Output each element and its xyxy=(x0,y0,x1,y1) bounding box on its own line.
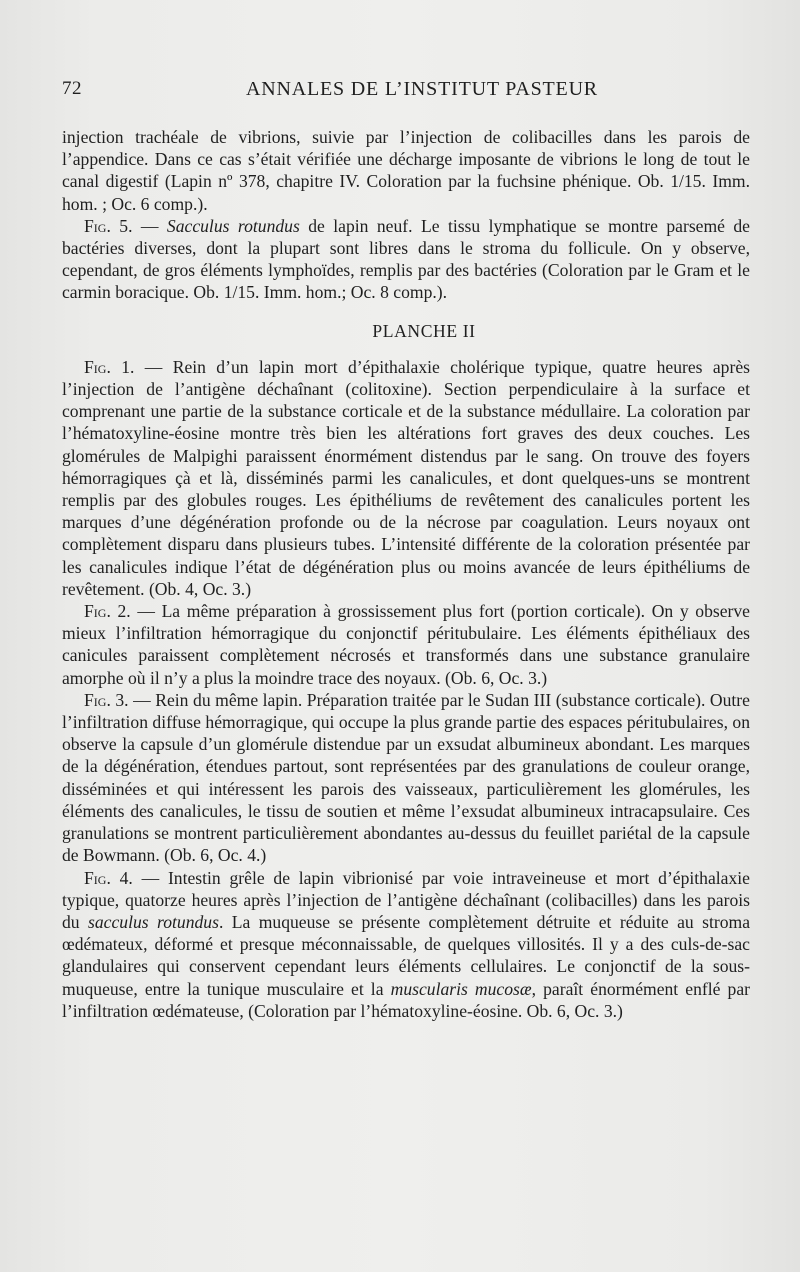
plate2-fig4-term-2: muscularis mucosæ xyxy=(390,978,532,999)
running-title: ANNALES DE L’INSTITUT PASTEUR xyxy=(246,78,598,100)
page-header xyxy=(62,78,722,108)
plate2-fig4-label: Fig. 4. xyxy=(84,867,133,888)
fig5-caption xyxy=(62,215,750,304)
plate2-fig3-text: Rein du même lapin. Préparation traitée par le Sudan III (substance corticale). Outre l’infiltration diffuse hémorragique, qui occupe la plus grande partie des espaces péritubulaires, on observe la capsule d’un glomérule distendue par un exsudat albumineux abondant. Les marques de la dégénération, étendues partout, sont représentées par des granulations de couleur orange, disséminées et qui intéressent les parois des vaisseaux, particulièrement les glomérules, les éléments des canalicules, le tissu de soutien et même l’exsudat albumineux intracapsulaire. Ces granulations se montrent particulièrement abondantes au-dessus du feuillet pariétal de la capsule de Bowmann. (Ob. 6, Oc. 4.) xyxy=(62,689,750,866)
plate2-fig4-dash: — xyxy=(132,867,168,888)
plate2-fig4-text-2: . La muqueuse se présente complètement détruite et réduite au stroma œdémateux, déformé et presque méconnaissable, de quelques villosités. Il y a des culs-de-sac glandulaires qui conservent cependant leurs éléments cellulaires. Le conjonctif de la sous-muqueuse, entre la tunique musculaire et la xyxy=(62,911,751,999)
fig5-text: de lapin neuf. Le tissu lymphatique se montre parsemé de bactéries diverses, dont la plupart sont libres dans le stroma du follicule. On y observe, cependant, de gros éléments lymphoïdes, remplis par des bactéries (Coloration par le Gram et le carmin boracique. Ob. 1/15. Imm. hom.; Oc. 8 comp.). xyxy=(62,215,750,303)
plate2-fig4-term-1: sacculus rotundus xyxy=(88,911,219,932)
plate2-fig4-text-3: , paraît énormément enflé par l’infiltration œdémateuse, (Coloration par l’hématoxyline-éosine. Ob. 6, Oc. 3.) xyxy=(62,978,751,1021)
plate2-fig2-label: Fig. 2. xyxy=(84,601,131,622)
plate2-fig4-caption xyxy=(62,867,750,1022)
page-number: 72 xyxy=(62,78,82,99)
plate-heading-text: PLANCHE II xyxy=(372,320,476,341)
plate-heading xyxy=(62,320,750,342)
plate2-fig3-label: Fig. 3. xyxy=(84,689,129,710)
fig5-label: Fig. 5. xyxy=(84,215,133,236)
plate2-fig4-text-1: Intestin grêle de lapin vibrionisé par voie intraveineuse et mort d’épithalaxie typique, quatorze heures après l’injection de l’antigène déchaînant (colibacilles) dans les parois du xyxy=(62,867,750,932)
plate2-fig3-dash: — xyxy=(128,689,156,710)
plate2-fig1-caption xyxy=(62,356,750,600)
plate2-fig1-label: Fig. 1. xyxy=(84,356,135,377)
fig5-dash: — xyxy=(132,215,167,236)
continued-paragraph: injection trachéale de vibrions, suivie par l’injection de colibacilles dans les parois de l’appendice. Dans ce cas s’était vérifiée une décharge imposante de vibrions le long de tout le canal digestif (Lapin nº 378, chapitre IV. Coloration par la fuchsine phénique. Ob. 1/15. Imm. hom. ; Oc. 6 comp.). xyxy=(62,127,750,214)
body-text xyxy=(62,126,750,1022)
fig5-term: Sacculus rotundus xyxy=(166,215,300,236)
plate2-fig2-dash: — xyxy=(130,601,162,622)
plate2-fig2-caption xyxy=(62,600,750,689)
plate2-fig2-text: La même préparation à grossissement plus fort (portion corticale). On y observe mieux l’infiltration hémorragique du conjonctif péritubulaire. Les éléments épithéliaux des canicules paraissent complètement nécrosés et transformés dans une substance granulaire amorphe où il n’y a plus la moindre trace des noyaux. (Ob. 6, Oc. 3.) xyxy=(62,601,750,688)
plate2-fig1-text: Rein d’un lapin mort d’épithalaxie cholérique typique, quatre heures après l’injection de l’antigène déchaînant (colitoxine). Section perpendiculaire à la surface et comprenant une partie de la substance corticale et de la substance médullaire. La coloration par l’hématoxyline-éosine montre très bien les altérations fort graves des deux couches. Les glomérules de Malpighi paraissent énormément distendus par le sang. On trouve des foyers hémorragiques çà et là, disséminés parmi les canalicules, et dont quelques-uns se montrent remplis par des globules rouges. Les épithéliums de revêtement des canalicules portent les marques d’une dégénération profonde ou de la nécrose par coagulation. Leurs noyaux ont complètement disparu dans plusieurs tubes. L’intensité différente de la coloration présentée par les canalicules indique l’état de dégénération plus ou moins avancée de leurs épithéliums de revêtement. (Ob. 4, Oc. 3.) xyxy=(62,356,750,599)
plate2-fig1-dash: — xyxy=(134,356,173,377)
plate2-fig3-caption xyxy=(62,689,750,867)
